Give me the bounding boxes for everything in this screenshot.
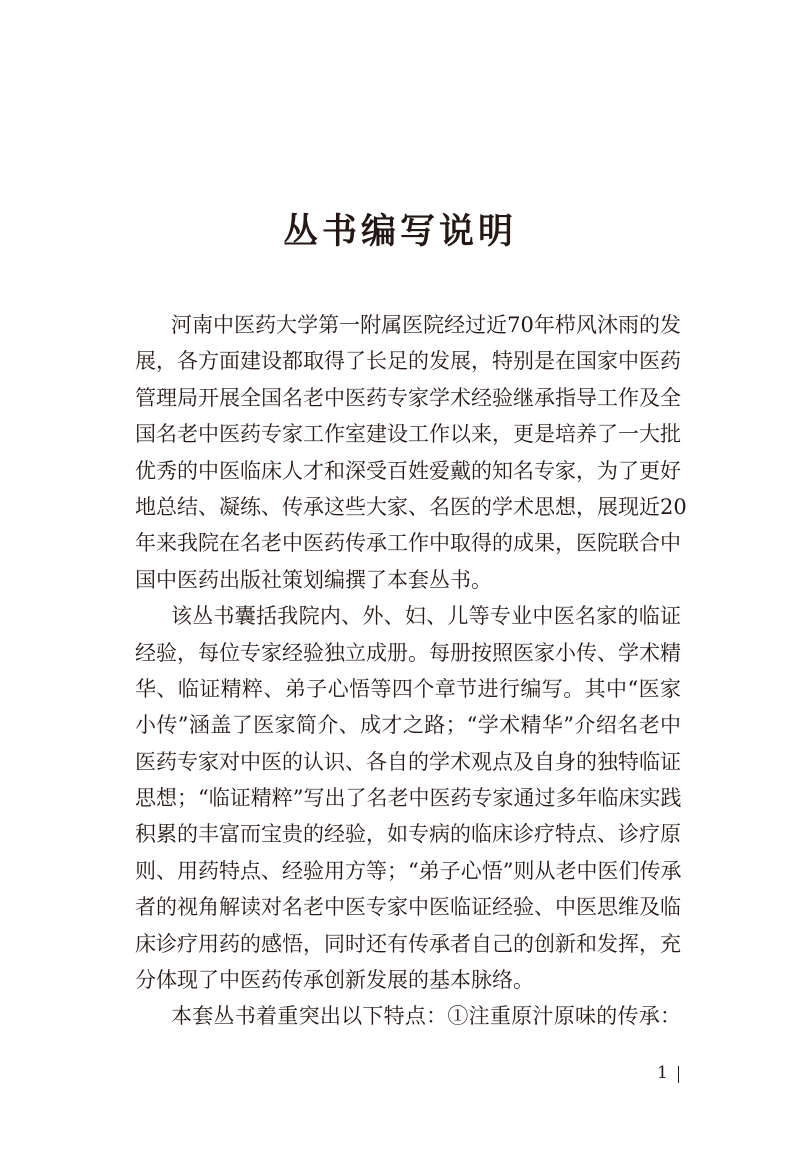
text-line: 分体现了中医药传承创新发展的基本脉络。 [135,968,534,993]
text-line: 管理局开展全国名老中医药专家学术经验继承指导工作及全 [135,385,681,410]
page-number-divider [678,1066,679,1083]
page-number: 1 [657,1063,668,1083]
text-line: 小传”涵盖了医家简介、成才之路；“学术精华”介绍名老中 [135,713,681,738]
text-line: 地总结、凝练、传承这些大家、名医的学术思想，展现近20 [135,494,687,519]
text-line: 华、临证精粹、弟子心悟等四个章节进行编写。其中“医家 [135,676,681,701]
text-line: 本套丛书着重突出以下特点：①注重原汁原味的传承： [171,1004,681,1029]
text-line: 该丛书囊括我院内、外、妇、儿等专业中医名家的临证 [171,604,681,629]
text-line: 思想；“临证精粹”写出了名老中医药专家通过多年临床实践 [135,786,682,811]
text-line: 展，各方面建设都取得了长足的发展，特别是在国家中医药 [135,349,681,374]
text-line: 积累的丰富而宝贵的经验，如专病的临床诊疗特点、诊疗原 [135,822,681,847]
body-text [135,307,687,1035]
text-line: 国中医药出版社策划编撰了本套丛书。 [135,567,492,592]
text-line: 医药专家对中医的认识、各自的学术观点及自身的独特临证 [135,749,681,774]
text-line: 床诊疗用药的感悟，同时还有传承者自己的创新和发挥，充 [135,931,681,956]
text-line: 者的视角解读对名老中医专家中医临证经验、中医思维及临 [135,895,681,920]
page-title: 丛书编写说明 [282,211,517,252]
text-line: 则、用药特点、经验用方等；“弟子心悟”则从老中医们传承 [135,858,682,883]
text-line: 经验，每位专家经验独立成册。每册按照医家小传、学术精 [135,640,681,665]
text-line: 河南中医药大学第一附属医院经过近70年栉风沐雨的发 [171,313,681,337]
text-line: 国名老中医药专家工作室建设工作以来，更是培养了一大批 [135,422,681,447]
text-line: 优秀的中医临床人才和深受百姓爱戴的知名专家，为了更好 [135,458,681,483]
text-line: 年来我院在名老中医药传承工作中取得的成果，医院联合中 [135,531,681,556]
